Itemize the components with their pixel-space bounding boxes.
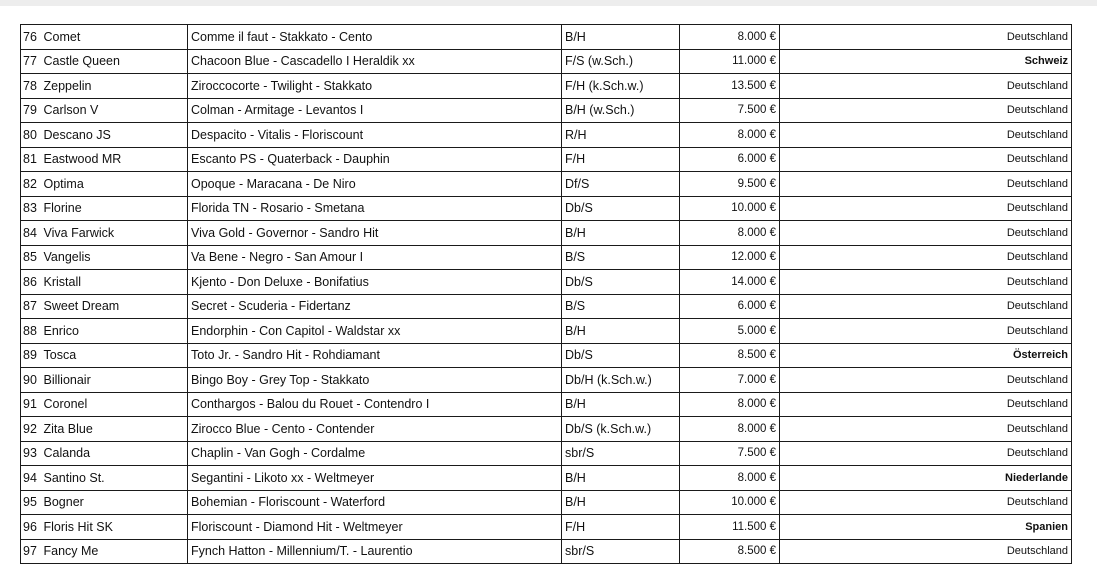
pedigree-cell: Conthargos - Balou du Rouet - Contendro I	[188, 392, 562, 417]
pedigree-cell: Despacito - Vitalis - Floriscount	[188, 123, 562, 148]
country-cell: Deutschland	[780, 221, 1072, 246]
horse-name-cell: Viva Farwick	[43, 221, 188, 246]
pedigree-cell: Secret - Scuderia - Fidertanz	[188, 294, 562, 319]
price-cell: 7.500 €	[680, 441, 780, 466]
table-row	[21, 172, 1072, 197]
table-row	[21, 368, 1072, 393]
lot-number-cell: 93	[21, 441, 43, 466]
table-row	[21, 392, 1072, 417]
horse-name-cell: Billionair	[43, 368, 188, 393]
price-cell: 10.000 €	[680, 196, 780, 221]
price-cell: 5.000 €	[680, 319, 780, 344]
horse-name-cell: Kristall	[43, 270, 188, 295]
price-cell: 8.000 €	[680, 123, 780, 148]
price-cell: 14.000 €	[680, 270, 780, 295]
table-row	[21, 441, 1072, 466]
horse-name-cell: Castle Queen	[43, 49, 188, 74]
horse-name-cell: Calanda	[43, 441, 188, 466]
color-sex-cell: Db/S (k.Sch.w.)	[562, 417, 680, 442]
table-row	[21, 245, 1072, 270]
lot-number-cell: 85	[21, 245, 43, 270]
table-row	[21, 343, 1072, 368]
lot-number-cell: 86	[21, 270, 43, 295]
table-row	[21, 539, 1072, 564]
table-row	[21, 417, 1072, 442]
lot-number-cell: 92	[21, 417, 43, 442]
color-sex-cell: F/H	[562, 147, 680, 172]
horse-name-cell: Tosca	[43, 343, 188, 368]
country-cell: Deutschland	[780, 368, 1072, 393]
country-cell: Deutschland	[780, 294, 1072, 319]
color-sex-cell: B/S	[562, 294, 680, 319]
color-sex-cell: Db/S	[562, 270, 680, 295]
price-cell: 8.500 €	[680, 343, 780, 368]
horse-name-cell: Bogner	[43, 490, 188, 515]
pedigree-cell: Florida TN - Rosario - Smetana	[188, 196, 562, 221]
lot-number-cell: 91	[21, 392, 43, 417]
pedigree-cell: Escanto PS - Quaterback - Dauphin	[188, 147, 562, 172]
color-sex-cell: R/H	[562, 123, 680, 148]
horse-listing-table	[20, 24, 1072, 564]
price-cell: 7.500 €	[680, 98, 780, 123]
table-row	[21, 123, 1072, 148]
country-cell: Deutschland	[780, 25, 1072, 50]
lot-number-cell: 80	[21, 123, 43, 148]
table-row	[21, 74, 1072, 99]
price-cell: 10.000 €	[680, 490, 780, 515]
horse-name-cell: Sweet Dream	[43, 294, 188, 319]
viewer-top-bar	[0, 0, 1097, 6]
country-cell: Deutschland	[780, 245, 1072, 270]
pedigree-cell: Endorphin - Con Capitol - Waldstar xx	[188, 319, 562, 344]
country-cell: Österreich	[780, 343, 1072, 368]
color-sex-cell: sbr/S	[562, 539, 680, 564]
lot-number-cell: 90	[21, 368, 43, 393]
price-cell: 11.500 €	[680, 515, 780, 540]
country-cell: Deutschland	[780, 392, 1072, 417]
table-row	[21, 98, 1072, 123]
price-cell: 6.000 €	[680, 294, 780, 319]
lot-number-cell: 76	[21, 25, 43, 50]
country-cell: Deutschland	[780, 490, 1072, 515]
pedigree-cell: Ziroccocorte - Twilight - Stakkato	[188, 74, 562, 99]
lot-number-cell: 88	[21, 319, 43, 344]
table-row	[21, 25, 1072, 50]
country-cell: Deutschland	[780, 270, 1072, 295]
horse-name-cell: Enrico	[43, 319, 188, 344]
color-sex-cell: Db/S	[562, 343, 680, 368]
lot-number-cell: 87	[21, 294, 43, 319]
color-sex-cell: Df/S	[562, 172, 680, 197]
pedigree-cell: Segantini - Likoto xx - Weltmeyer	[188, 466, 562, 491]
country-cell: Deutschland	[780, 172, 1072, 197]
table-row	[21, 270, 1072, 295]
horse-name-cell: Eastwood MR	[43, 147, 188, 172]
table-row	[21, 147, 1072, 172]
lot-number-cell: 89	[21, 343, 43, 368]
lot-number-cell: 84	[21, 221, 43, 246]
pedigree-cell: Colman - Armitage - Levantos I	[188, 98, 562, 123]
lot-number-cell: 95	[21, 490, 43, 515]
country-cell: Deutschland	[780, 539, 1072, 564]
pedigree-cell: Opoque - Maracana - De Niro	[188, 172, 562, 197]
pedigree-cell: Floriscount - Diamond Hit - Weltmeyer	[188, 515, 562, 540]
country-cell: Schweiz	[780, 49, 1072, 74]
color-sex-cell: B/H	[562, 392, 680, 417]
horse-name-cell: Fancy Me	[43, 539, 188, 564]
table-row	[21, 490, 1072, 515]
price-cell: 6.000 €	[680, 147, 780, 172]
color-sex-cell: B/H	[562, 221, 680, 246]
pedigree-cell: Comme il faut - Stakkato - Cento	[188, 25, 562, 50]
color-sex-cell: Db/H (k.Sch.w.)	[562, 368, 680, 393]
color-sex-cell: B/H	[562, 319, 680, 344]
horse-name-cell: Floris Hit SK	[43, 515, 188, 540]
price-cell: 7.000 €	[680, 368, 780, 393]
horse-name-cell: Optima	[43, 172, 188, 197]
price-cell: 9.500 €	[680, 172, 780, 197]
horse-name-cell: Coronel	[43, 392, 188, 417]
color-sex-cell: F/H (k.Sch.w.)	[562, 74, 680, 99]
pedigree-cell: Fynch Hatton - Millennium/T. - Laurentio	[188, 539, 562, 564]
horse-name-cell: Zita Blue	[43, 417, 188, 442]
lot-number-cell: 77	[21, 49, 43, 74]
horse-name-cell: Descano JS	[43, 123, 188, 148]
lot-number-cell: 81	[21, 147, 43, 172]
lot-number-cell: 79	[21, 98, 43, 123]
price-cell: 8.000 €	[680, 221, 780, 246]
color-sex-cell: B/H (w.Sch.)	[562, 98, 680, 123]
price-cell: 8.000 €	[680, 466, 780, 491]
pedigree-cell: Kjento - Don Deluxe - Bonifatius	[188, 270, 562, 295]
color-sex-cell: B/S	[562, 245, 680, 270]
horse-name-cell: Zeppelin	[43, 74, 188, 99]
pedigree-cell: Va Bene - Negro - San Amour I	[188, 245, 562, 270]
pedigree-cell: Chaplin - Van Gogh - Cordalme	[188, 441, 562, 466]
color-sex-cell: Db/S	[562, 196, 680, 221]
country-cell: Deutschland	[780, 441, 1072, 466]
price-cell: 13.500 €	[680, 74, 780, 99]
table-row	[21, 515, 1072, 540]
country-cell: Deutschland	[780, 147, 1072, 172]
color-sex-cell: B/H	[562, 25, 680, 50]
color-sex-cell: F/S (w.Sch.)	[562, 49, 680, 74]
pedigree-cell: Chacoon Blue - Cascadello I Heraldik xx	[188, 49, 562, 74]
lot-number-cell: 94	[21, 466, 43, 491]
lot-number-cell: 97	[21, 539, 43, 564]
table-row	[21, 221, 1072, 246]
price-cell: 11.000 €	[680, 49, 780, 74]
price-cell: 12.000 €	[680, 245, 780, 270]
pedigree-cell: Bohemian - Floriscount - Waterford	[188, 490, 562, 515]
country-cell: Deutschland	[780, 319, 1072, 344]
price-cell: 8.000 €	[680, 392, 780, 417]
color-sex-cell: B/H	[562, 490, 680, 515]
country-cell: Spanien	[780, 515, 1072, 540]
horse-name-cell: Carlson V	[43, 98, 188, 123]
table-row	[21, 319, 1072, 344]
price-cell: 8.000 €	[680, 417, 780, 442]
color-sex-cell: F/H	[562, 515, 680, 540]
country-cell: Deutschland	[780, 123, 1072, 148]
horse-name-cell: Vangelis	[43, 245, 188, 270]
price-cell: 8.500 €	[680, 539, 780, 564]
country-cell: Deutschland	[780, 74, 1072, 99]
country-cell: Deutschland	[780, 196, 1072, 221]
table-row	[21, 196, 1072, 221]
country-cell: Deutschland	[780, 98, 1072, 123]
table-row	[21, 49, 1072, 74]
horse-name-cell: Florine	[43, 196, 188, 221]
price-cell: 8.000 €	[680, 25, 780, 50]
lot-number-cell: 83	[21, 196, 43, 221]
lot-number-cell: 82	[21, 172, 43, 197]
horse-name-cell: Comet	[43, 25, 188, 50]
country-cell: Niederlande	[780, 466, 1072, 491]
table-row	[21, 294, 1072, 319]
color-sex-cell: B/H	[562, 466, 680, 491]
horse-name-cell: Santino St.	[43, 466, 188, 491]
country-cell: Deutschland	[780, 417, 1072, 442]
lot-number-cell: 78	[21, 74, 43, 99]
table-row	[21, 466, 1072, 491]
pedigree-cell: Bingo Boy - Grey Top - Stakkato	[188, 368, 562, 393]
pedigree-cell: Toto Jr. - Sandro Hit - Rohdiamant	[188, 343, 562, 368]
pedigree-cell: Viva Gold - Governor - Sandro Hit	[188, 221, 562, 246]
color-sex-cell: sbr/S	[562, 441, 680, 466]
lot-number-cell: 96	[21, 515, 43, 540]
pedigree-cell: Zirocco Blue - Cento - Contender	[188, 417, 562, 442]
